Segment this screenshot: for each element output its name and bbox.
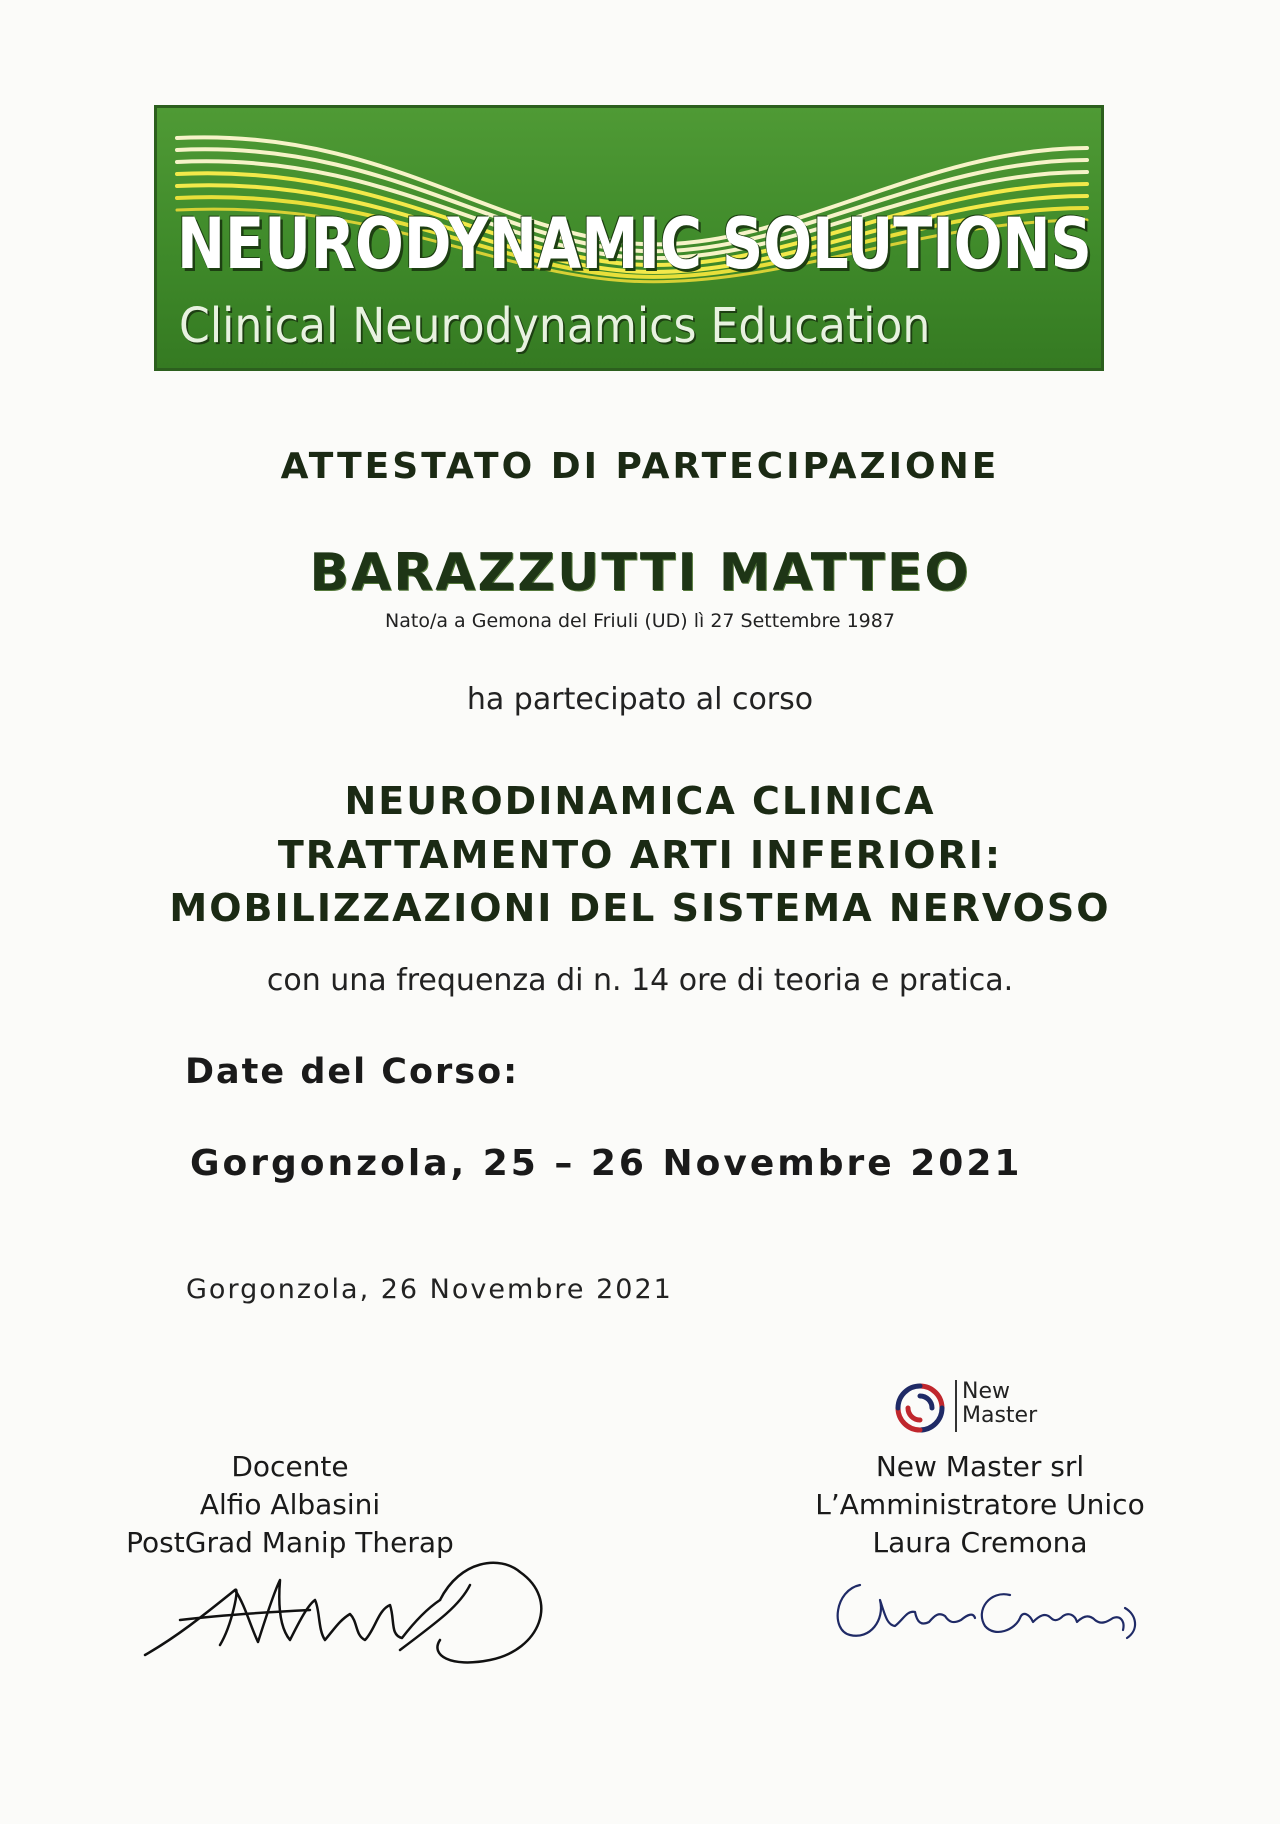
signatory-name: Alfio Albasini <box>199 1488 381 1521</box>
birth-info: Nato/a a Gemona del Friuli (UD) lì 27 Settembre 1987 <box>385 610 895 632</box>
course-dates-value: Gorgonzola, 25 – 26 Novembre 2021 <box>190 1143 1023 1184</box>
logo-text-line: New <box>962 1379 1010 1404</box>
logo-title: NEURODYNAMIC SOLUTIONS <box>177 203 1092 285</box>
certificate-title: ATTESTATO DI PARTECIPAZIONE <box>280 446 1000 487</box>
signatory-company: New Master srl <box>875 1450 1085 1483</box>
signatory-name: Laura Cremona <box>872 1526 1088 1559</box>
logo-text-line: Master <box>962 1403 1038 1428</box>
signatory-qualification: PostGrad Manip Therap <box>126 1526 454 1559</box>
neurodynamic-solutions-logo <box>154 105 1104 371</box>
signatory-role: Docente <box>231 1450 349 1483</box>
course-dates-label: Date del Corso: <box>185 1052 520 1092</box>
new-master-swirl-icon <box>890 1378 950 1438</box>
logo-divider <box>955 1380 957 1432</box>
course-title-line: MOBILIZZAZIONI DEL SISTEMA NERVOSO <box>169 886 1111 930</box>
participated-text: ha partecipato al corso <box>466 682 814 717</box>
signatory-right <box>770 1448 1190 1562</box>
signatory-role: L’Amministratore Unico <box>815 1488 1145 1521</box>
logo-subtitle: Clinical Neurodynamics Education <box>179 298 931 354</box>
course-title-line: TRATTAMENTO ARTI INFERIORI: <box>277 833 1003 877</box>
new-master-logo-text <box>962 1380 1037 1428</box>
participant-name: BARAZZUTTI MATTEO <box>309 543 971 603</box>
frequency-text: con una frequenza di n. 14 ore di teoria e pratica. <box>266 963 1014 998</box>
signatory-left <box>90 1448 490 1562</box>
handwritten-signature-icon <box>140 1550 600 1674</box>
course-title-line: NEURODINAMICA CLINICA <box>344 779 936 823</box>
handwritten-signature-icon <box>825 1560 1155 1654</box>
issue-date: Gorgonzola, 26 Novembre 2021 <box>186 1274 673 1305</box>
